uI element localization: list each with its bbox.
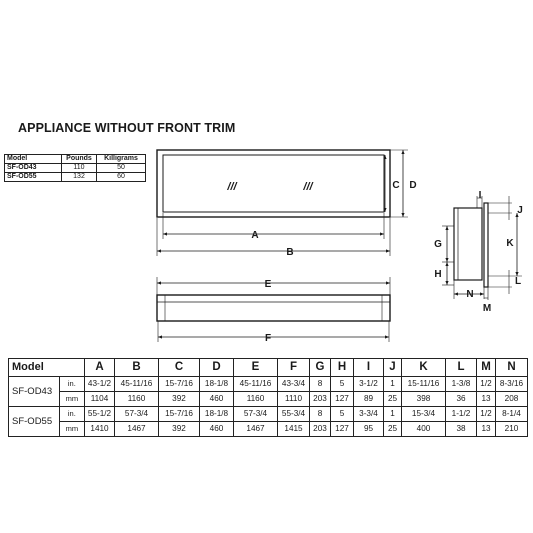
label-j: J [517,205,523,216]
label-n: N [466,289,474,300]
dim-header-b: B [115,359,159,377]
cell-i: 3-3/4 [354,407,384,422]
cell-d: 18-1/8 [200,407,234,422]
dim-header-i: I [354,359,384,377]
cell-j: 25 [384,422,402,437]
cell-b: 45-11/16 [115,377,159,392]
cell-b: 1160 [115,392,159,407]
cell-g: 8 [310,407,331,422]
cell-g: 8 [310,377,331,392]
cell-j: 25 [384,392,402,407]
side-view-front [484,203,488,287]
cell-k: 398 [402,392,446,407]
cell-j: 1 [384,377,402,392]
cell-a: 43-1/2 [85,377,115,392]
dimension-table-header [9,359,528,377]
unit-label: mm [59,422,84,437]
cell-n: 8-1/4 [496,407,528,422]
label-e: E [264,279,272,290]
glass-hatch-right: /// [303,181,313,193]
label-a: A [251,230,259,241]
cell-d: 460 [200,392,234,407]
cell-d: 460 [200,422,234,437]
glass-hatch-left: /// [227,181,237,193]
dim-header-g: G [310,359,331,377]
cell-c: 15-7/16 [159,377,200,392]
unit-label: in. [59,377,84,392]
table-row [9,422,528,437]
cell-k: 15-3/4 [402,407,446,422]
unit-label: mm [59,392,84,407]
label-g: G [434,239,442,250]
top-view-outer [157,295,390,321]
front-view-outer [157,150,390,217]
cell-e: 45-11/16 [234,377,278,392]
weight-header-pounds: Pounds [62,155,97,164]
cell-a: 55-1/2 [85,407,115,422]
dim-header-c: C [159,359,200,377]
model-name: SF-OD55 [9,407,60,437]
weight-model: SF-OD43 [5,164,62,173]
cell-f: 1415 [278,422,310,437]
cell-a: 1410 [85,422,115,437]
cell-n: 208 [496,392,528,407]
table-row [9,407,528,422]
label-m: M [482,303,492,314]
cell-b: 1467 [115,422,159,437]
cell-h: 5 [331,407,354,422]
cell-g: 203 [310,422,331,437]
cell-m: 13 [477,422,496,437]
label-c: C [392,180,400,191]
front-view-glass [163,155,384,212]
cell-n: 210 [496,422,528,437]
weight-header-model: Model [5,155,62,164]
label-b: B [286,247,294,258]
cell-j: 1 [384,407,402,422]
dim-header-a: A [85,359,115,377]
cell-l: 1-1/2 [446,407,477,422]
label-i: I [478,190,482,201]
cell-h: 5 [331,377,354,392]
dim-header-j: J [384,359,402,377]
cell-f: 43-3/4 [278,377,310,392]
cell-l: 1-3/8 [446,377,477,392]
label-f: F [264,333,272,344]
table-row [9,392,528,407]
cell-i: 3-1/2 [354,377,384,392]
cell-n: 8-3/16 [496,377,528,392]
dim-header-m: M [477,359,496,377]
weight-pounds: 110 [62,164,97,173]
weight-kilograms: 60 [97,173,146,182]
cell-e: 1467 [234,422,278,437]
cell-f: 55-3/4 [278,407,310,422]
label-h: H [434,269,442,280]
cell-i: 95 [354,422,384,437]
dimension-table [8,358,528,437]
cell-l: 36 [446,392,477,407]
unit-label: in. [59,407,84,422]
cell-m: 1/2 [477,407,496,422]
label-k: K [506,238,514,249]
cell-g: 203 [310,392,331,407]
dim-header-n: N [496,359,528,377]
cell-e: 1160 [234,392,278,407]
cell-h: 127 [331,392,354,407]
cell-m: 13 [477,392,496,407]
weight-header-kilograms: Killigrams [97,155,146,164]
label-d: D [409,180,417,191]
cell-a: 1104 [85,392,115,407]
cell-i: 89 [354,392,384,407]
cell-c: 15-7/16 [159,407,200,422]
model-name: SF-OD43 [9,377,60,407]
table-row [9,377,528,392]
weight-kilograms: 50 [97,164,146,173]
cell-k: 400 [402,422,446,437]
dim-header-l: L [446,359,477,377]
page-title: APPLIANCE WITHOUT FRONT TRIM [18,121,236,135]
cell-k: 15-11/16 [402,377,446,392]
dim-header-h: H [331,359,354,377]
label-l: L [514,276,522,287]
dim-header-e: E [234,359,278,377]
cell-l: 38 [446,422,477,437]
cell-b: 57-3/4 [115,407,159,422]
dim-header-k: K [402,359,446,377]
cell-h: 127 [331,422,354,437]
cell-f: 1110 [278,392,310,407]
dim-header-f: F [278,359,310,377]
cell-c: 392 [159,422,200,437]
cell-c: 392 [159,392,200,407]
cell-d: 18-1/8 [200,377,234,392]
cell-m: 1/2 [477,377,496,392]
dim-header-model: Model [9,359,85,377]
dim-header-d: D [200,359,234,377]
cell-e: 57-3/4 [234,407,278,422]
weight-pounds: 132 [62,173,97,182]
weight-model: SF-OD55 [5,173,62,182]
